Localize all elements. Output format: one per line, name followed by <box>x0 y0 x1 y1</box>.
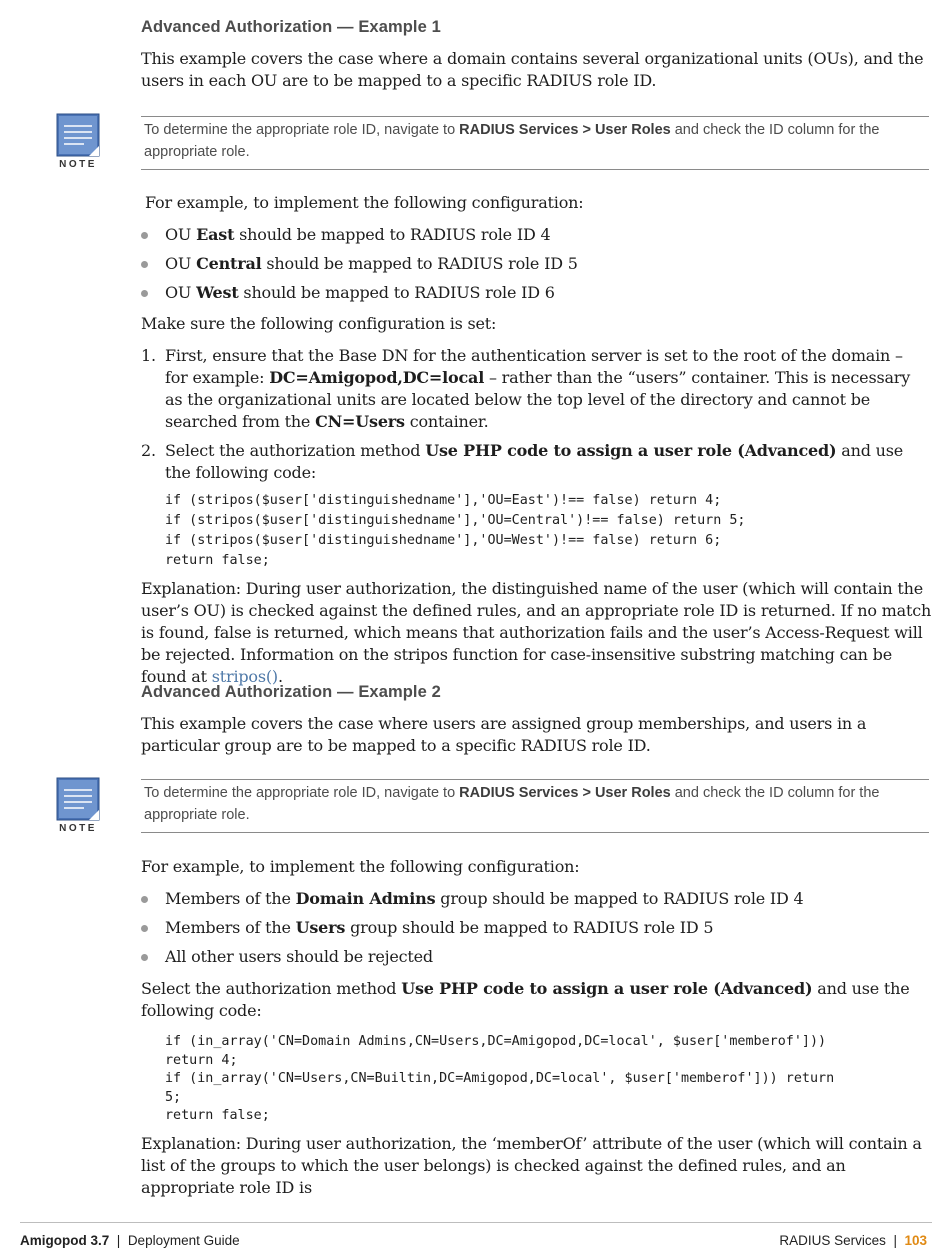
stripos-link[interactable]: stripos() <box>211 667 278 686</box>
section1-intro: This example covers the case where a domain contains several organizational units (OUs), and the users in each OU are to be mapped to a specific RADIUS role ID. <box>141 49 924 90</box>
page-number: 103 <box>904 1233 927 1248</box>
make-sure-text: Make sure the following configuration is set: <box>141 314 497 333</box>
bullet-icon <box>141 261 148 268</box>
note-icon <box>56 113 102 171</box>
section-heading-example-1: Advanced Authorization — Example 1 <box>141 18 441 36</box>
bullet-icon <box>141 290 148 297</box>
note-box: To determine the appropriate role ID, navigate to RADIUS Services > User Roles and check the ID column for the appropriate role. <box>141 116 929 170</box>
section1-explanation: Explanation: During user authorization, the distinguished name of the user (which will contain the user’s OU) is checked against the defined rules, and an appropriate role ID is returned. If no match is found, false is returned, which means that authorization fails and the user’s Access-Request will be rejected. Information on the stripos function for case-insensitive substring matching can be found at stripos(). <box>141 579 932 686</box>
section-heading-example-2: Advanced Authorization — Example 2 <box>141 683 441 701</box>
section2-select-method: Select the authorization method Use PHP code to assign a user role (Advanced) and use the following code: <box>141 979 910 1020</box>
note-icon-label: NOTE <box>59 159 97 170</box>
bullet-icon <box>141 925 148 932</box>
bullet-icon <box>141 954 148 961</box>
footer-right: RADIUS Services | 103 <box>779 1233 927 1248</box>
numbered-step-2: 2. Select the authorization method Use PHP code to assign a user role (Advanced) and use the following code: <box>141 441 904 482</box>
section2-intro: This example covers the case where users are assigned group memberships, and users in a particular group are to be mapped to a specific RADIUS role ID. <box>141 714 867 755</box>
code-block-1: if (stripos($user['distinguishedname'],'OU=East')!== false) return 4; if (stripos($user['distinguishedname'],'OU=Central')!== false) return 5; if (stripos($user['distinguishedname'],'OU=West')!== false) return 6; return false; <box>165 493 746 568</box>
bullet-icon <box>141 232 148 239</box>
section2-explanation: Explanation: During user authorization, the ‘memberOf’ attribute of the user (which will contain a list of the groups to which the user belongs) is checked against the defined rules, and an appropriate role ID is <box>141 1134 922 1197</box>
bullet-icon <box>141 896 148 903</box>
section2-lead: For example, to implement the following configuration: <box>141 857 580 876</box>
footer-divider <box>20 1222 932 1223</box>
note-icon-label: NOTE <box>59 823 97 834</box>
numbered-step-1: 1. First, ensure that the Base DN for the authentication server is set to the root of the domain – for example: DC=Amigopod,DC=local – rather than the “users” container. This is necessary as the organizational units are located below the top level of the directory and cannot be searched from the CN=Users container. <box>141 346 911 431</box>
note-box: To determine the appropriate role ID, navigate to RADIUS Services > User Roles and check the ID column for the appropriate role. <box>141 779 929 833</box>
section1-lead: For example, to implement the following configuration: <box>145 193 584 212</box>
note-icon <box>56 777 102 835</box>
code-block-2: if (in_array('CN=Domain Admins,CN=Users,DC=Amigopod,DC=local', $user['memberof'])) return 4; if (in_array('CN=Users,CN=Builtin,DC=Amigopod,DC=local', $user['memberof'])) return 5; return false; <box>165 1034 835 1123</box>
footer-left: Amigopod 3.7 | Deployment Guide <box>20 1233 240 1248</box>
